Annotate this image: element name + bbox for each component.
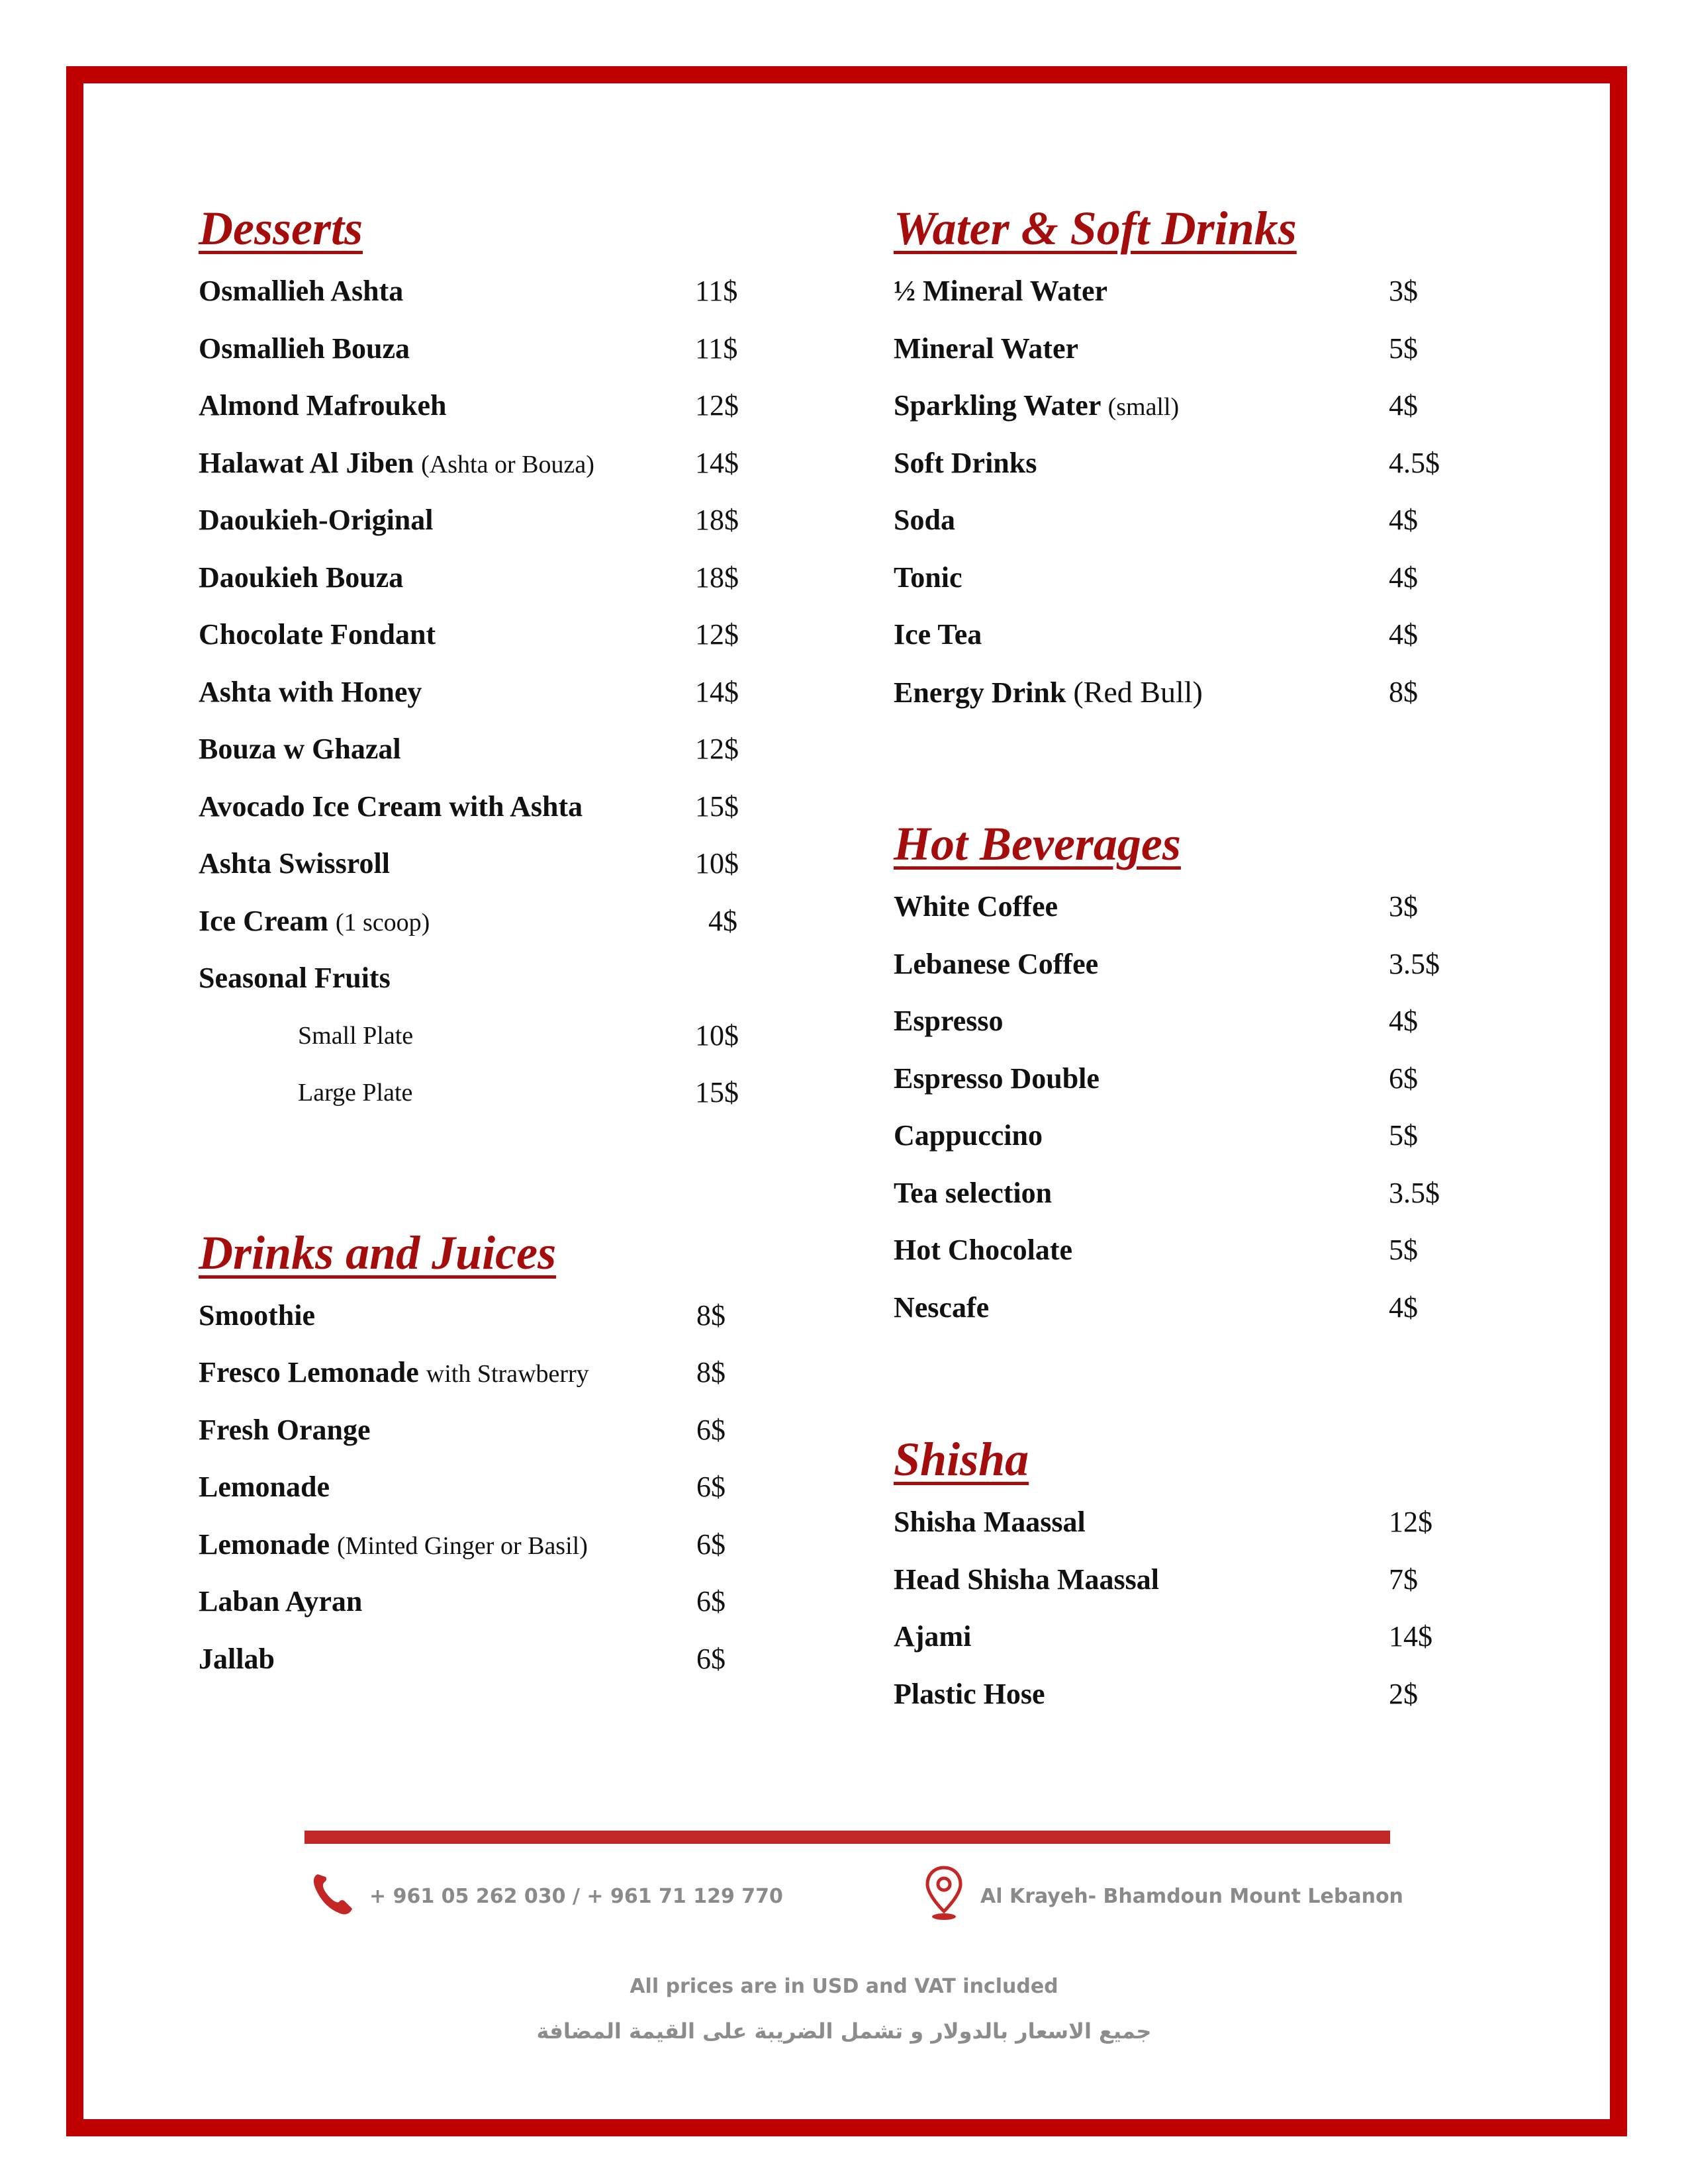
item-note: (Red Bull) xyxy=(1073,674,1203,709)
section-title-water-soft-drinks: Water & Soft Drinks xyxy=(894,202,1297,255)
item-price: 3.5$ xyxy=(1389,947,1440,980)
menu-item xyxy=(894,500,1489,558)
item-name: Mineral Water xyxy=(894,332,1078,365)
menu-item xyxy=(199,1639,761,1697)
item-note: (Minted Ginger or Basil) xyxy=(337,1531,588,1560)
item-name: Nescafe xyxy=(894,1291,990,1324)
menu-item xyxy=(199,672,761,730)
menu-item xyxy=(199,787,761,844)
item-name: Tonic xyxy=(894,561,962,594)
item-note: (small) xyxy=(1107,393,1180,421)
hot-beverages-list xyxy=(894,887,1489,1345)
section-title-desserts: Desserts xyxy=(199,202,363,255)
menu-item xyxy=(894,1059,1489,1116)
menu-item xyxy=(199,1525,761,1582)
shisha-list xyxy=(894,1502,1489,1731)
item-price: 6$ xyxy=(696,1413,726,1446)
item-price: 14$ xyxy=(695,675,739,708)
item-price: 6$ xyxy=(696,1527,726,1561)
item-price: 4$ xyxy=(708,904,737,937)
menu-item xyxy=(894,1001,1489,1059)
item-name: Avocado Ice Cream with Ashta xyxy=(199,790,583,823)
item-price: 3$ xyxy=(1389,275,1418,307)
item-name: Ice Cream xyxy=(199,904,328,937)
item-note: with Strawberry xyxy=(426,1360,589,1388)
item-price: 4$ xyxy=(1389,1005,1418,1037)
item-name: Jallab xyxy=(199,1642,275,1675)
phone-numbers: + 961 05 262 030 / + 961 71 129 770 xyxy=(369,1884,783,1908)
item-name: Cappuccino xyxy=(894,1119,1043,1152)
item-price: 18$ xyxy=(695,561,739,594)
item-price: 14$ xyxy=(695,446,739,479)
menu-item xyxy=(894,1230,1489,1288)
item-name: Daoukieh Bouza xyxy=(199,561,404,594)
desserts-list xyxy=(199,271,761,1130)
section-title-shisha: Shisha xyxy=(894,1433,1029,1486)
menu-item xyxy=(199,271,761,329)
item-price: 8$ xyxy=(1389,675,1418,708)
menu-item xyxy=(894,1560,1489,1617)
item-name: Seasonal Fruits xyxy=(199,962,391,994)
item-name: Fresh Orange xyxy=(199,1413,371,1446)
item-price: 6$ xyxy=(1389,1062,1418,1095)
menu-item xyxy=(894,1617,1489,1674)
item-name: Ajami xyxy=(894,1620,972,1653)
item-name: Bouza w Ghazal xyxy=(199,733,401,765)
item-price: 14$ xyxy=(1389,1620,1432,1653)
item-price: 5$ xyxy=(1389,332,1418,365)
item-price: 3$ xyxy=(1389,890,1418,923)
menu-item xyxy=(894,443,1489,501)
item-price: 4$ xyxy=(1389,504,1418,536)
item-name: Espresso Double xyxy=(894,1062,1100,1095)
menu-item xyxy=(199,901,761,959)
item-price: 4$ xyxy=(1389,1291,1418,1324)
location-pin-icon xyxy=(923,1865,980,1927)
menu-item xyxy=(894,1116,1489,1173)
item-note: (1 scoop) xyxy=(335,908,430,936)
item-name: Ashta Swissroll xyxy=(199,847,390,880)
item-price: 4$ xyxy=(1389,618,1418,651)
item-name: ½ Mineral Water xyxy=(894,275,1107,307)
item-price: 10$ xyxy=(695,847,739,880)
item-name: Tea selection xyxy=(894,1176,1053,1209)
item-price: 10$ xyxy=(695,1019,739,1052)
menu-item xyxy=(894,615,1489,672)
item-name: Daoukieh-Original xyxy=(199,504,434,536)
menu-item xyxy=(199,1467,761,1525)
menu-item xyxy=(894,1674,1489,1732)
item-name: White Coffee xyxy=(894,890,1058,923)
menu-item xyxy=(199,844,761,901)
water-soft-drinks-list xyxy=(894,271,1489,729)
item-price: 6$ xyxy=(696,1642,726,1675)
item-name: Lemonade xyxy=(199,1527,330,1561)
item-price: 8$ xyxy=(696,1356,726,1388)
item-price: 5$ xyxy=(1389,1234,1418,1266)
item-price: 12$ xyxy=(695,618,739,651)
menu-item xyxy=(894,1502,1489,1560)
price-notice-english: All prices are in USD and VAT included xyxy=(630,1975,1058,1998)
price-notice-arabic: جميع الاسعار بالدولار و تشمل الضريبة على القيمة المضافة xyxy=(536,2019,1152,2044)
right-column xyxy=(894,199,1489,1731)
item-name: Osmallieh Ashta xyxy=(199,275,404,307)
item-name: Plastic Hose xyxy=(894,1677,1045,1710)
menu-item xyxy=(894,558,1489,615)
item-name: Soda xyxy=(894,504,955,536)
item-name: Soft Drinks xyxy=(894,446,1037,479)
item-price: 8$ xyxy=(696,1298,726,1332)
item-name: Ashta with Honey xyxy=(199,675,422,708)
item-price: 4$ xyxy=(1389,561,1418,594)
sub-item-name: Small Plate xyxy=(298,1021,414,1050)
item-price: 4.5$ xyxy=(1389,446,1440,479)
menu-item xyxy=(894,944,1489,1002)
item-price: 12$ xyxy=(695,389,739,422)
menu-sub-item xyxy=(199,1016,761,1073)
item-name: Fresco Lemonade xyxy=(199,1356,419,1388)
contact-address xyxy=(923,1866,1403,1926)
menu-item xyxy=(199,443,761,501)
menu-item xyxy=(199,958,761,1016)
menu-item xyxy=(199,615,761,672)
menu-item xyxy=(199,500,761,558)
item-note: (Ashta or Bouza) xyxy=(421,450,594,478)
item-price: 6$ xyxy=(696,1471,726,1503)
menu-item xyxy=(199,329,761,387)
menu-item xyxy=(894,329,1489,387)
item-price: 4$ xyxy=(1389,389,1418,422)
item-name: Ice Tea xyxy=(894,618,982,651)
item-price: 3.5$ xyxy=(1389,1176,1440,1209)
item-name: Lebanese Coffee xyxy=(894,947,1099,980)
item-name: Chocolate Fondant xyxy=(199,618,436,651)
item-price: 18$ xyxy=(695,504,739,536)
item-price: 7$ xyxy=(1389,1563,1418,1596)
menu-item xyxy=(894,386,1489,443)
menu-item xyxy=(894,1288,1489,1345)
left-column xyxy=(199,199,761,1696)
drinks-juices-list xyxy=(199,1296,761,1697)
item-name: Head Shisha Maassal xyxy=(894,1563,1159,1596)
menu-item xyxy=(199,1410,761,1468)
item-price: 15$ xyxy=(695,1076,739,1109)
item-name: Smoothie xyxy=(199,1298,315,1332)
item-price: 2$ xyxy=(1389,1677,1418,1710)
contact-phone xyxy=(311,1866,783,1926)
item-price: 12$ xyxy=(695,733,739,765)
menu-sub-item xyxy=(199,1073,761,1130)
item-name: Osmallieh Bouza xyxy=(199,332,410,365)
menu-item xyxy=(199,1296,761,1353)
menu-item xyxy=(199,386,761,443)
item-name: Shisha Maassal xyxy=(894,1506,1086,1538)
item-name: Lemonade xyxy=(199,1471,330,1503)
menu-item xyxy=(894,887,1489,944)
item-price: 12$ xyxy=(1389,1506,1432,1538)
footer-divider-bar xyxy=(305,1831,1390,1844)
menu-item xyxy=(894,672,1489,730)
item-name: Halawat Al Jiben xyxy=(199,446,414,479)
menu-item xyxy=(894,271,1489,329)
item-name: Espresso xyxy=(894,1005,1004,1037)
item-price: 11$ xyxy=(695,275,738,307)
section-title-drinks-juices: Drinks and Juices xyxy=(199,1226,557,1279)
section-title-hot-beverages: Hot Beverages xyxy=(894,817,1181,870)
menu-item xyxy=(894,1173,1489,1231)
menu-item xyxy=(199,558,761,615)
item-name: Sparkling Water xyxy=(894,389,1101,422)
phone-icon xyxy=(311,1870,369,1922)
item-price: 5$ xyxy=(1389,1119,1418,1152)
item-name: Laban Ayran xyxy=(199,1585,363,1617)
item-name: Almond Mafroukeh xyxy=(199,389,447,422)
menu-item xyxy=(199,1353,761,1410)
address-text: Al Krayeh- Bhamdoun Mount Lebanon xyxy=(980,1884,1403,1908)
item-name: Energy Drink xyxy=(894,676,1066,709)
item-price: 15$ xyxy=(695,790,739,823)
menu-item xyxy=(199,1582,761,1639)
menu-item xyxy=(199,729,761,787)
item-price: 11$ xyxy=(695,332,738,365)
sub-item-name: Large Plate xyxy=(298,1079,413,1107)
item-price: 6$ xyxy=(696,1585,726,1617)
item-name: Hot Chocolate xyxy=(894,1234,1073,1266)
